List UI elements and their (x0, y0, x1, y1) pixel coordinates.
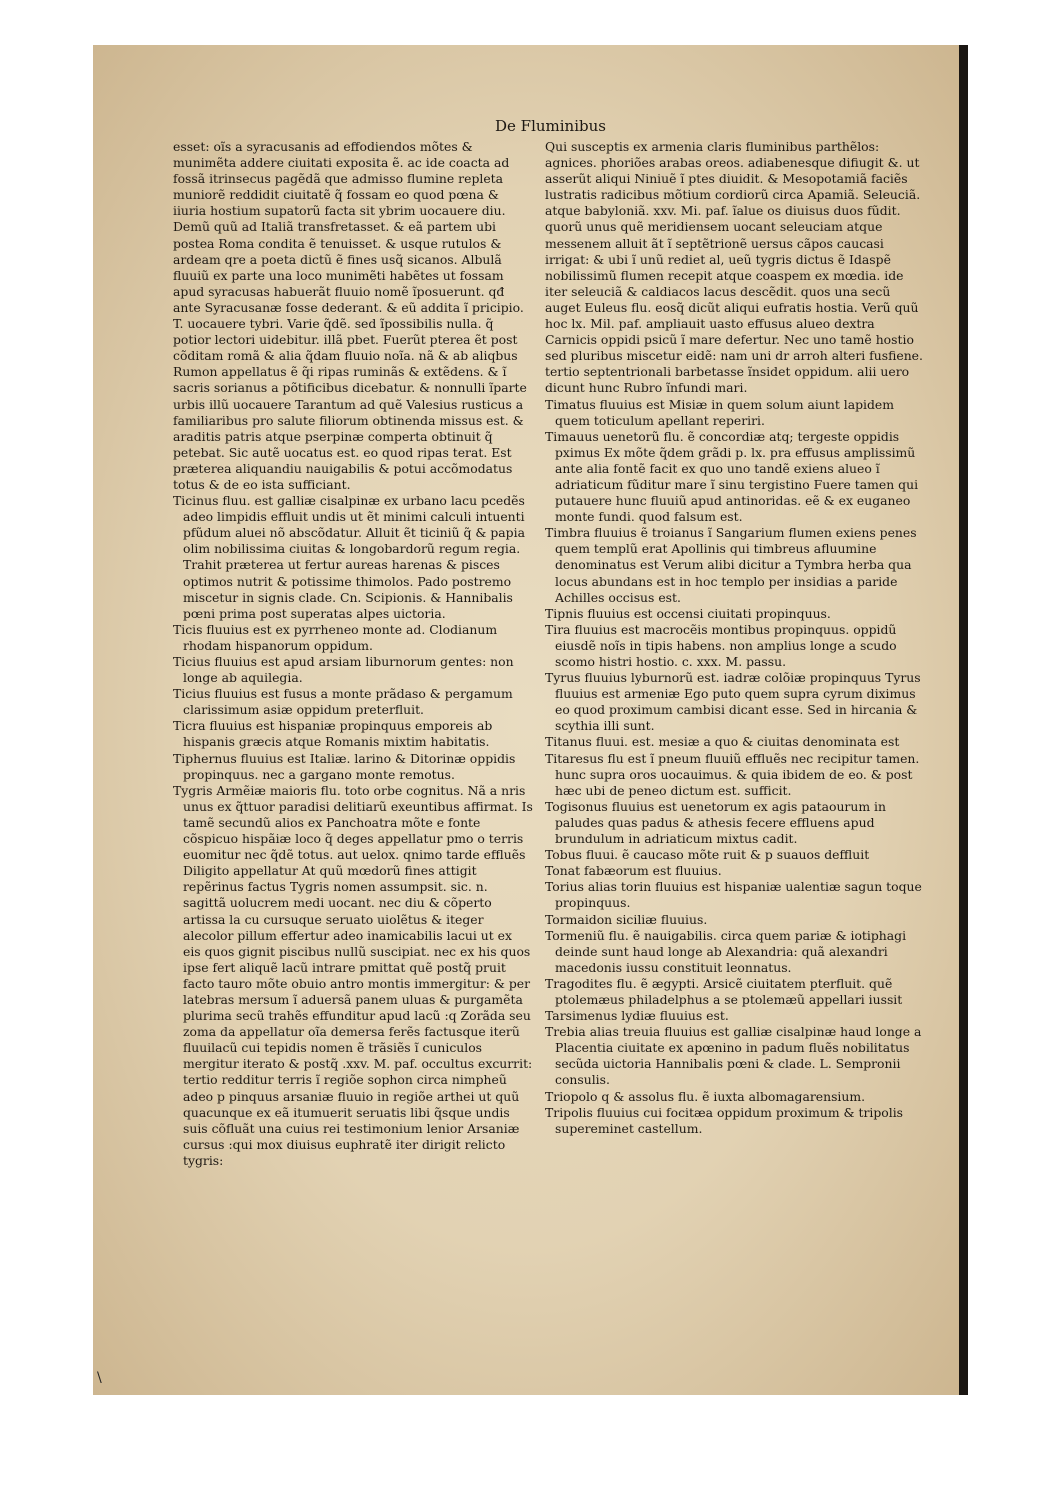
river-entry: Ticius fluuius est apud arsiam liburnorum gentes: non longe ab aquilegia. (173, 654, 514, 686)
paper-leaf (93, 45, 959, 1395)
river-entry: Trebia alias treuia fluuius est galliæ cisalpinæ haud longe a Placentia ciuitate ex apœnino in padum fluẽs nobilitatus secũda uictoria Hannibalis pœni & clade. L. Sempronii consulis. (545, 1024, 922, 1088)
river-entry: Ticra fluuius est hispaniæ propinquus emporeis ab hispanis græcis atque Romanis mixtim habitatis. (173, 718, 493, 750)
river-entry: Timbra fluuius ẽ troianus ĩ Sangarium flumen exiens penes quem templũ erat Apollinis qui timbreus afluumine denominatus est Verum alibi dicitur a Tymbra herba qua locus abundans est in hoc templo per insidias a paride Achilles occisus est. (545, 525, 917, 605)
running-head: De Fluminibus (495, 117, 606, 135)
river-entry: Togisonus fluuius est uenetorum ex agis pataourum in paludes quas padus & athesis fecere effluens apud brundulum in adriaticum mixtus cadit. (545, 798, 886, 847)
river-entry: Ticius fluuius est fusus a monte prãdaso & pergamum clarissimum asiæ oppidum preterfluit. (173, 686, 513, 718)
river-entry: Tiphernus fluuius est Italiæ. larino & Ditorinæ oppidis propinquus. nec a gargano monte remotus. (173, 750, 516, 782)
river-entry: Tarsimenus lydiæ fluuius est. (545, 1008, 729, 1024)
river-entry: Tonat fabæorum est fluuius. (545, 863, 722, 879)
river-entry: Ticinus fluu. est galliæ cisalpinæ ex urbano lacu pcedẽs adeo limpidis effluit undis ut ẽt minimi calculi intuenti pfũdum aluei nõ abscõdatur. Alluit ẽt ticiniũ q̃ & papia olim nobilissima ciuitas & longobardorũ regum regia. Trahit præterea ut fertur aureas harenas & pisces optimos nutrit & potissime thimolos. Pado postremo miscetur in signis clade. Cn. Scipionis. & Hannibalis pœni prima post superatas alpes uictoria. (173, 493, 525, 621)
river-entry: Timauus uenetorũ flu. ẽ concordiæ atq; tergeste oppidis pximus Ex mõte q̃dem grãdi p. lx. pra effusus amplissimũ ante alia fontẽ facit ex quo uno tandẽ exiens alueo ĩ adriaticum fũditur mare ĩ sinu tergistino Fuere tamen qui putauere hunc fluuiũ apud antinoridas. eẽ & ex euganeo monte fundi. quod falsum est. (545, 428, 919, 525)
page-edge-shadow (959, 45, 968, 1395)
river-entry: Tygris Armẽiæ maioris flu. toto orbe cognitus. Nã a nris unus ex q̃ttuor paradisi delitiarũ exeuntibus affirmat. Is tamẽ secundũ alios ex Panchoatra mõte e fonte cõspicuo hispãiæ loco q̃ deges appellatur pmo o terris euomitur nec q̃dẽ totus. aut uelox. qnimo tarde effluẽs Diligito appellatur At quũ mœdorũ fines attigit repẽrinus factus Tygris nomen assumpsit. sic. n. sagittã uolucrem medi uocant. nec diu & cõperto artissa la cu cursuque seruato uiolẽtus & iteger alecolor pillum effertur adeo inamicabilis lacui ut ex eis quos gignit piscibus nullũ suscipiat. nec ex his quos ipse fert aliquẽ lacũ intrare pmittat quẽ postq̃ pruit facto tauro mõte obuio antro montis immergitur: & per latebras mersum ĩ aduersã panem uluas & purgamẽta plurima secũ trahẽs effunditur apud lacũ :q Zorãda seu zoma da appellatur oĩa demersa ferẽs factusque iterũ fluuilacũ cui tepidis nomen ẽ trãsiẽs ĩ cuniculos mergitur iterato & postq̃ .xxv. M. paf. occultus excurrit: tertio redditur terris ĩ regiõe sophon circa nimpheũ adeo p pinquus arsaniæ fluuio in regiõe arthei ut quũ quacunque ex eã itumuerit seruatis libi q̃sque undis suis cõfluãt una cuius rei testimonium lenior Arsaniæ cursus :qui mox diuisus euphratẽ iter dirigit relicto tygris: (173, 782, 533, 1168)
river-entry: Tyrus fluuius lyburnorũ est. iadræ colõiæ propinquus Tyrus fluuius est armeniæ Ego puto quem supra cyrum diximus eo quod proximum cambisi dicant esse. Sed in hircania & scythia illi sunt. (545, 670, 921, 734)
continued-paragraph: esset: oĩs a syracusanis ad effodiendos mõtes & munimẽta addere ciuitati exposita ẽ. ac ide coacta ad fossã itrinsecus pagẽdã que admisso flumine repleta muniorẽ reddidit ciuitatẽ q̃ fossam eo quod pœna & iiuria hostium supatorũ facta sit ybrim uocauere diu. Demũ quũ ad Italiã transfretasset. & eã partem ubi postea Roma condita ẽ tenuisset. & usque rutulos & ardeam qre a poeta dictũ ẽ fines usq̃ sicanos. Albulã fluuiũ ex parte una loco munimẽti habẽtes ut fossam apud syracusas habuerãt fluuio nomẽ ĩposuerunt. qđ ante Syracusanæ fosse dederant. & eũ addita ĩ pricipio. T. uocauere tybri. Varie q̃dẽ. sed ĩpossibilis nulla. q̃ potior lectori uidebitur. illã pbet. Fuerũt pterea ẽt post cõditam romã & alia q̃dam fluuio noĩa. nã & ab aliqbus Rumon appellatus ẽ q̃i ripas ruminãs & extẽdens. & ĩ sacris sorianus a põtificibus dicebatur. & nonnulli ĩparte urbis illũ uocauere Tarantum ad quẽ Valesius rusticus a familiaribus pro salute filiorum obtinenda missus est. & araditis patris atque pserpinæ comperta obtinuit q̃ petebat. Sic autẽ uocatus est. eo quod ripas terat. Est præterea aliquandiu nauigabilis & potui accõmodatus totus & de eo ista sufficiant. (173, 139, 527, 492)
scanned-page (93, 45, 968, 1395)
river-entry: Tira fluuius est macrocẽis montibus propinquus. oppidũ eiusdẽ noĩs in tipis habens. non amplius longe a scudo scomo histri hostio. c. xxx. M. passu. (545, 621, 897, 669)
river-entry: Tripolis fluuius cui focitæa oppidum proximum & tripolis supereminet castellum. (545, 1104, 904, 1136)
river-entry: Titanus fluui. est. mesiæ a quo & ciuitas denominata est (545, 734, 900, 750)
left-text-column (173, 139, 533, 1169)
river-entry: Tipnis fluuius est occensi ciuitati propinquus. (545, 605, 831, 621)
river-entry: Triopolo q & assolus flu. ẽ iuxta albomagarensium. (545, 1088, 866, 1104)
right-text-column (545, 139, 925, 1137)
continued-paragraph: Qui susceptis ex armenia claris fluminibus parthẽlos: agnices. phoriões arabas oreos. adiabenesque difiugit &. ut asserũt aliqui Niniuẽ ĩ ptes diuidit. & Mesopotamiã faciẽs lustratis radicibus mõtium cordiorũ circa Apamiã. Seleuciã. atque babyloniã. xxv. Mi. paf. ĩalue os diuisus duos fũdit. quorũ unus quẽ meridiensem uocant seleuciam atque messenem alluit ãt ĩ septẽtrionẽ uersus cãpos caucasi irrigat: & ubi ĩ unũ rediet al, ueũ tygris dictus ẽ Idaspẽ nobilissimũ flumen recepit atque coaspem ex mœdia. ide iter seleuciã & caldiacos lacus descẽdit. quos una secũ auget Euleus flu. eosq̃ dicũt aliqui eufratis hostia. Verũ quũ hoc lx. Mil. paf. ampliauit uasto effusus alueo dextra Carnicis oppidi psicũ ĩ mare defertur. Nec uno tamẽ hostio sed pluribus miscetur eidẽ: nam uni dr arroh alteri fusfiene. tertio septentrionali barbetasse ĩnsidet oppidum. alii uero dicunt hunc Rubro ĩnfundi mari. (545, 139, 923, 396)
river-entry: Tobus fluui. ẽ caucaso mõte ruit & p suauos deffluit (545, 847, 870, 863)
river-entry: Torius alias torin fluuius est hispaniæ ualentiæ sagun toque propinquus. (545, 879, 922, 911)
river-entry: Ticis fluuius est ex pyrrheneo monte ad. Clodianum rhodam hispanorum oppidum. (173, 621, 498, 653)
river-entry: Timatus fluuius est Misiæ in quem solum aiunt lapidem quem toticulum apellant reperiri. (545, 396, 895, 428)
corner-mark: \ (97, 1370, 102, 1386)
river-entry: Tormeniũ flu. ẽ nauigabilis. circa quem pariæ & iotiphagi deinde sunt haud longe ab Alexandria: quã alexandri macedonis iussu constituit leonnatus. (545, 927, 907, 975)
river-entry: Tragodites flu. ẽ ægypti. Arsicẽ ciuitatem pterfluit. quẽ ptolemæus philadelphus a se ptolemæũ appellari iussit (545, 975, 903, 1007)
river-entry: Titaresus flu est ĩ pneum fluuiũ effluẽs nec recipitur tamen. hunc supra oros uocauimus. & quia ibidem de eo. & post hæc ubi de peneo dictum est. sufficit. (545, 750, 920, 798)
river-entry: Tormaidon siciliæ fluuius. (545, 911, 708, 927)
